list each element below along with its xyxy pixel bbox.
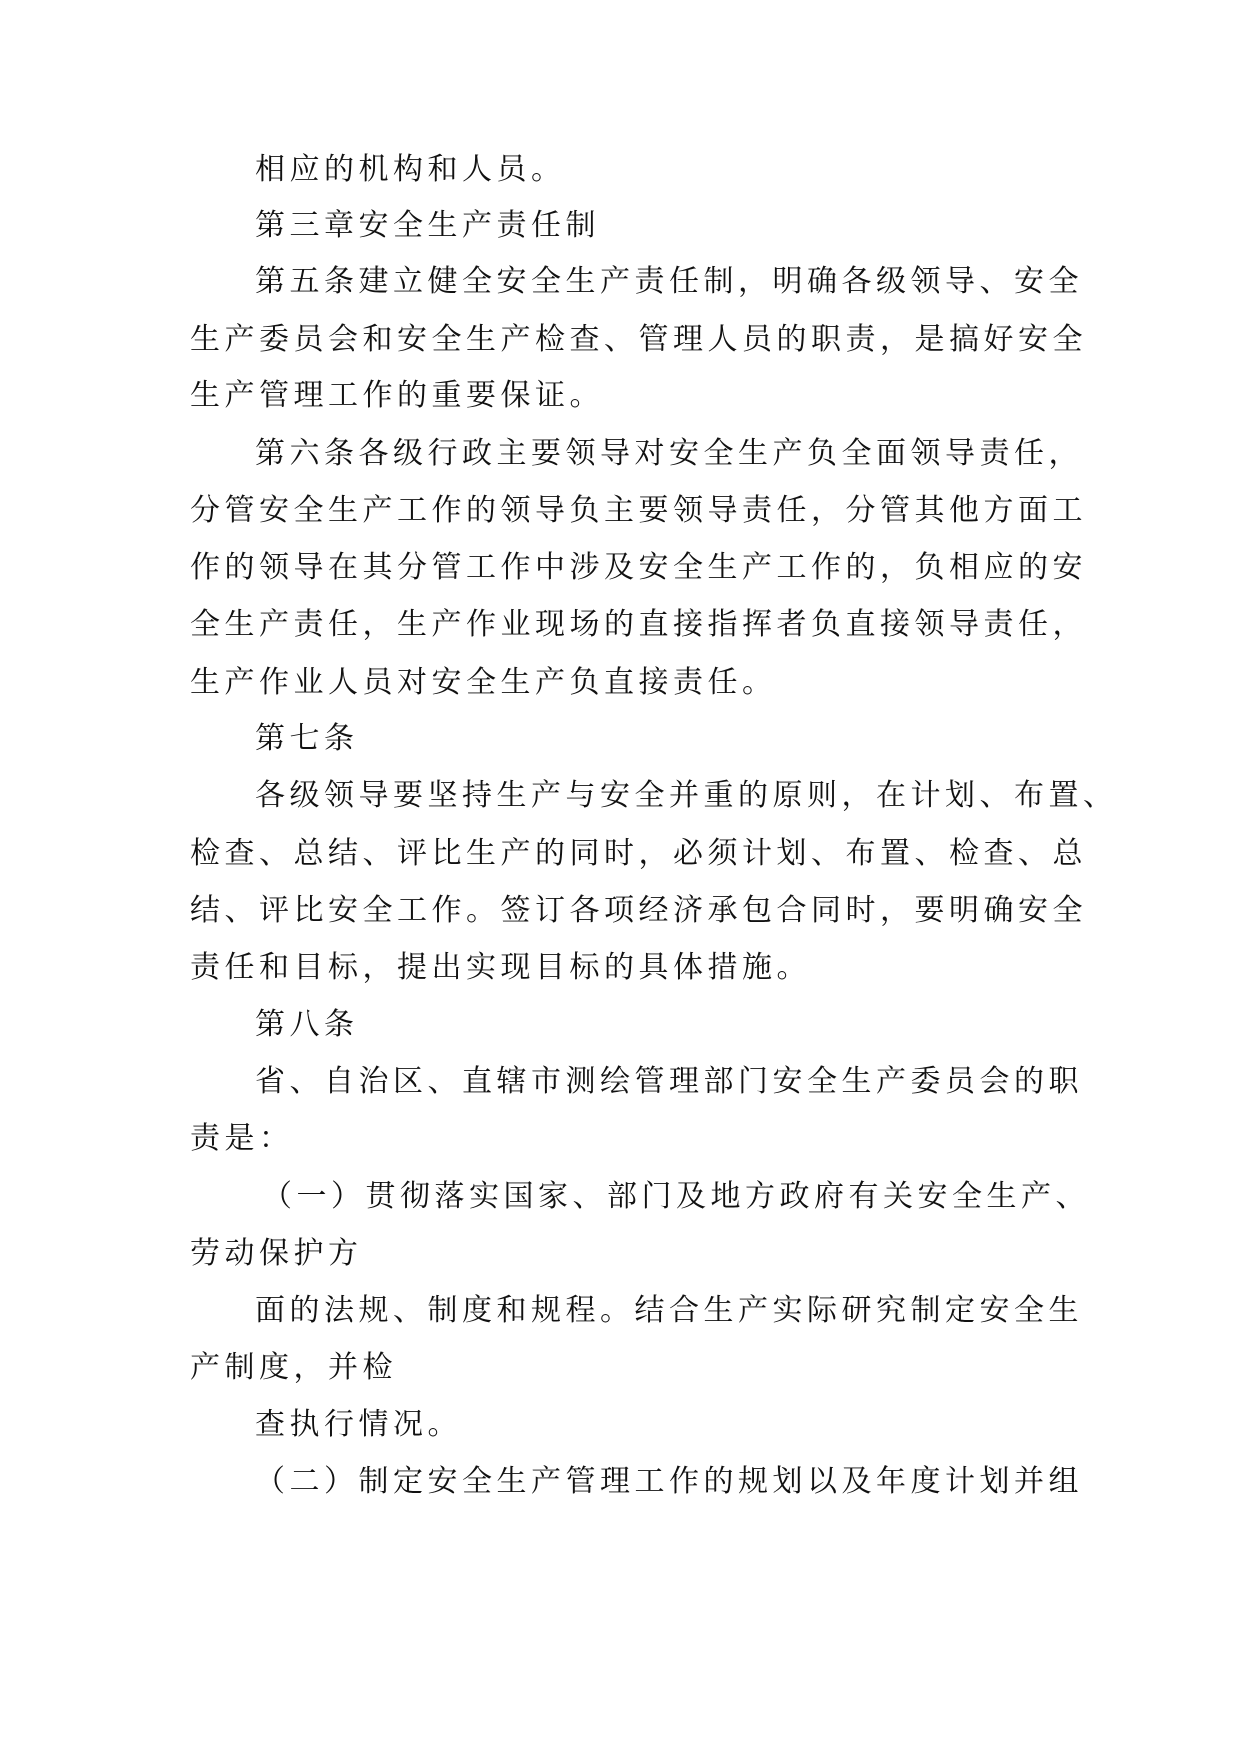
text-line: 第五条建立健全安全生产责任制，明确各级领导、安全	[255, 264, 1083, 299]
text-line: 查执行情况。	[255, 1407, 462, 1442]
text-line: 生产管理工作的重要保证。	[190, 378, 604, 413]
article-heading: 第八条	[255, 1007, 359, 1042]
text-line: （一）贯彻落实国家、部门及地方政府有关安全生产、	[262, 1179, 1090, 1214]
text-line: 产制度，并检	[190, 1350, 397, 1385]
text-line: 各级领导要坚持生产与安全并重的原则，在计划、布置、	[255, 778, 1118, 813]
text-line: 面的法规、制度和规程。结合生产实际研究制定安全生	[255, 1293, 1083, 1328]
text-line: （二）制定安全生产管理工作的规划以及年度计划并组	[255, 1464, 1083, 1499]
text-line: 劳动保护方	[190, 1236, 363, 1271]
text-line: 责任和目标，提出实现目标的具体措施。	[190, 950, 811, 985]
text-line: 分管安全生产工作的领导负主要领导责任，分管其他方面工	[190, 493, 1087, 528]
text-line: 全生产责任，生产作业现场的直接指挥者负直接领导责任，	[190, 607, 1087, 642]
text-line: 相应的机构和人员。	[255, 152, 566, 187]
text-line: 生产作业人员对安全生产负直接责任。	[190, 665, 777, 700]
text-line: 结、评比安全工作。签订各项经济承包合同时，要明确安全	[190, 893, 1087, 928]
text-line: 生产委员会和安全生产检查、管理人员的职责，是搞好安全	[190, 322, 1087, 357]
text-line: 作的领导在其分管工作中涉及安全生产工作的，负相应的安	[190, 550, 1087, 585]
article-heading: 第七条	[255, 721, 359, 756]
text-line: 责是：	[190, 1121, 294, 1156]
text-line: 省、自治区、直辖市测绘管理部门安全生产委员会的职	[255, 1064, 1083, 1099]
text-line: 第六条各级行政主要领导对安全生产负全面领导责任，	[255, 436, 1083, 471]
chapter-heading: 第三章安全生产责任制	[255, 208, 600, 243]
text-line: 检查、总结、评比生产的同时，必须计划、布置、检查、总	[190, 836, 1087, 871]
